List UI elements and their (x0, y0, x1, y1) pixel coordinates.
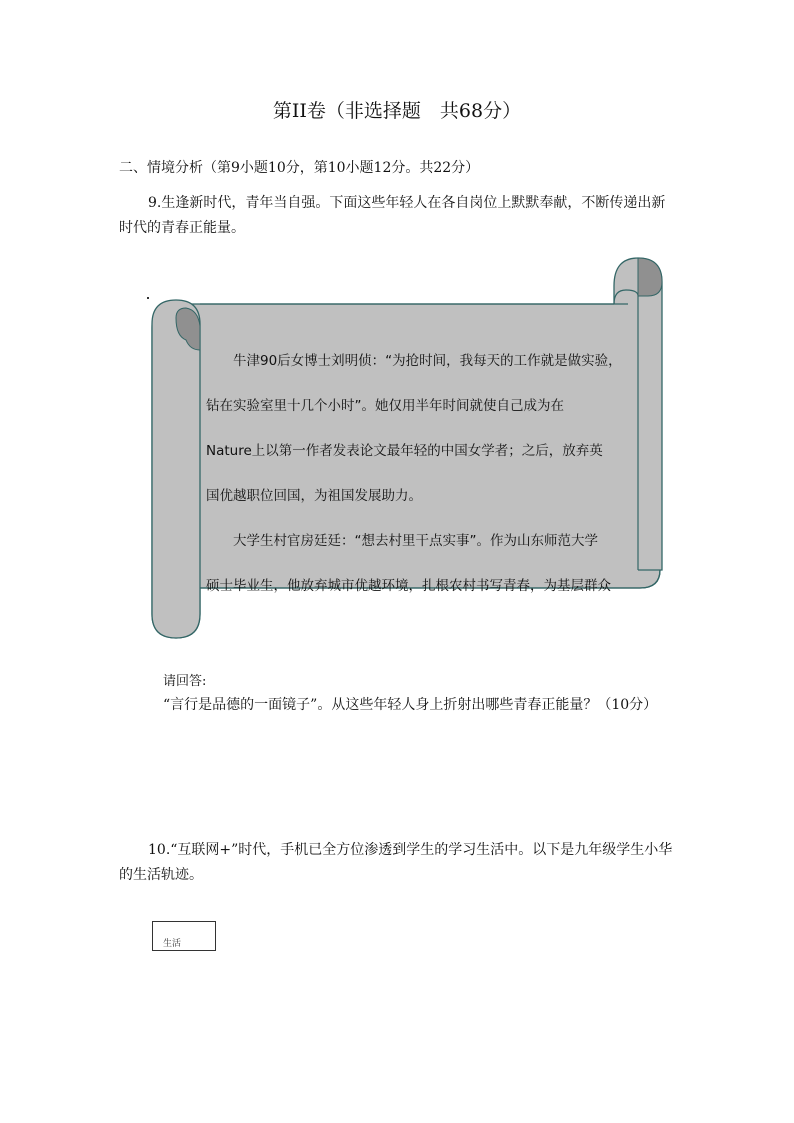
scroll-line-4: 国优越职位回国，为祖国发展助力。 (206, 488, 422, 504)
question-9-text: 9.生逢新时代，青年当自强。下面这些年轻人在各自岗位上默默奉献，不断传递出新时代的青春正能量。 (119, 195, 666, 236)
scroll-line-3: Nature上以第一作者发表论文最年轻的中国女学者；之后，放弃英 (206, 443, 603, 459)
answer-prompt-label: 请回答: (163, 674, 207, 689)
life-track-box-text: 生活 (163, 939, 182, 949)
life-track-box (152, 921, 216, 951)
answer-prompt-question: “言行是品德的一面镜子”。从这些年轻人身上折射出哪些青春正能量？（10分） (163, 697, 658, 713)
section-heading: 二、情境分析（第9小题10分，第10小题12分。共22分） (119, 160, 480, 176)
question-10-intro (119, 838, 685, 888)
scroll-line-6: 硕士毕业生，他放弃城市优越环境，扎根农村书写青春，为基层群众 (206, 578, 611, 594)
scroll-line-5: 大学生村官房廷廷：“想去村里干点实事”。作为山东师范大学 (233, 533, 598, 549)
question-9-intro (119, 191, 679, 241)
question-10-text: 10.“互联网+”时代，手机已全方位渗透到学生的学习生活中。以下是九年级学生小华的生活轨迹。 (119, 842, 673, 883)
scroll-line-1: 牛津90后女博士刘明侦：“为抢时间，我每天的工作就是做实验， (233, 353, 622, 369)
scroll-content (206, 339, 638, 609)
scroll-left-roll (152, 300, 200, 638)
scroll-top-curl (638, 258, 662, 296)
scroll-line-2: 钻在实验室里十几个小时”。她仅用半年时间就使自己成为在 (206, 398, 564, 414)
page-title: 第II卷（非选择题 共68分） (272, 100, 522, 122)
